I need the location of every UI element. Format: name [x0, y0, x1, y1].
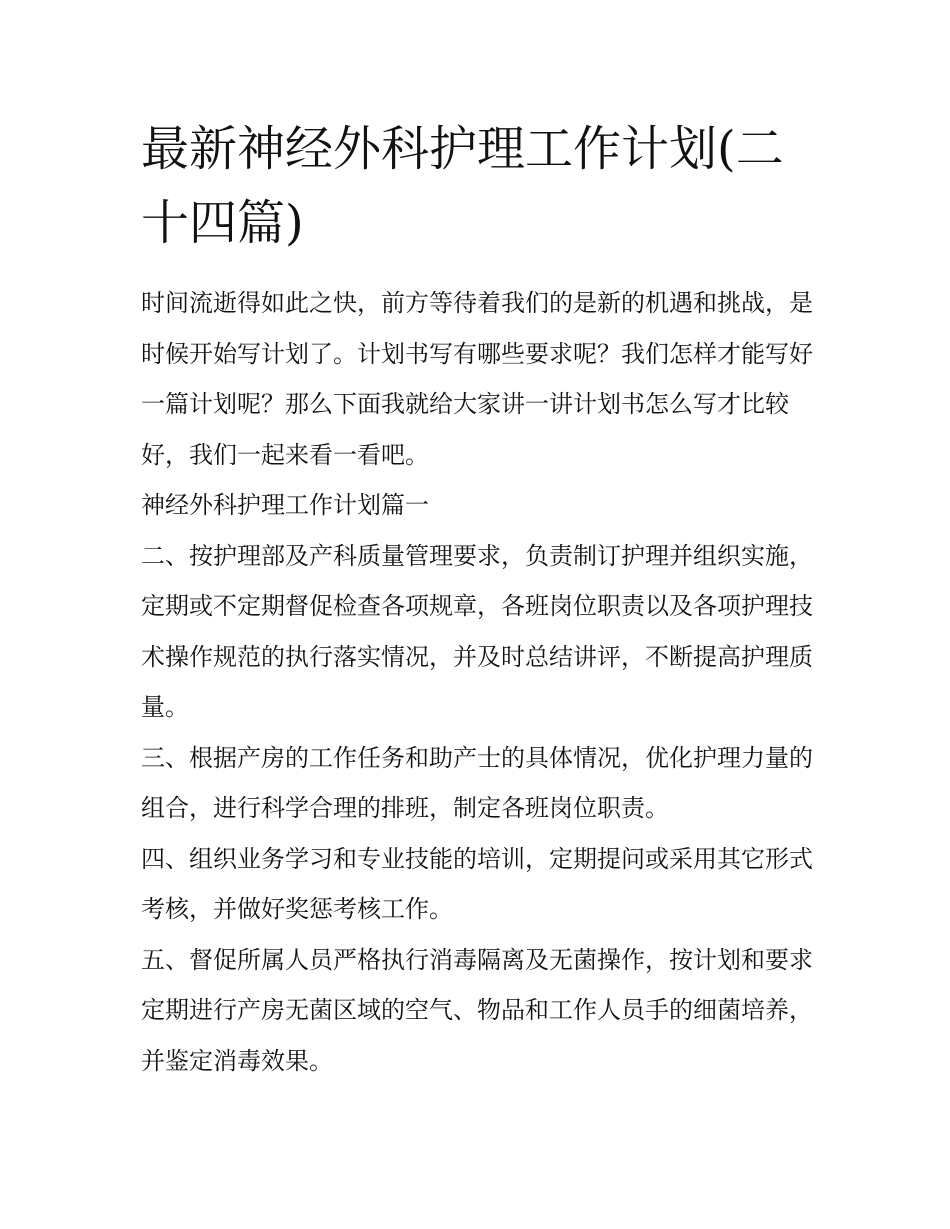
paragraph-item-5: 五、督促所属人员严格执行消毒隔离及无菌操作，按计划和要求定期进行产房无菌区域的空气、物品和工作人员手的细菌培养，并鉴定消毒效果。 [141, 945, 813, 1075]
document-page [141, 112, 813, 1086]
paragraph-item-4: 四、组织业务学习和专业技能的培训，定期提问或采用其它形式考核，并做好奖惩考核工作。 [141, 844, 813, 923]
paragraph-item-3: 三、根据产房的工作任务和助产士的具体情况，优化护理力量的组合，进行科学合理的排班，制定各班岗位职责。 [141, 743, 813, 822]
section-heading: 神经外科护理工作计划篇一 [141, 491, 429, 519]
paragraph-intro: 时间流逝得如此之快，前方等待着我们的是新的机遇和挑战，是时候开始写计划了。计划书写有哪些要求呢？我们怎样才能写好一篇计划呢？那么下面我就给大家讲一讲计划书怎么写才比较好，我们一起来看一看吧。 [141, 289, 813, 469]
document-body [141, 278, 813, 1086]
paragraph-item-2: 二、按护理部及产科质量管理要求，负责制订护理并组织实施，定期或不定期督促检查各项规章，各班岗位职责以及各项护理技术操作规范的执行落实情况，并及时总结讲评，不断提高护理质量。 [141, 541, 813, 721]
document-title: 最新神经外科护理工作计划(二十四篇) [141, 121, 784, 251]
